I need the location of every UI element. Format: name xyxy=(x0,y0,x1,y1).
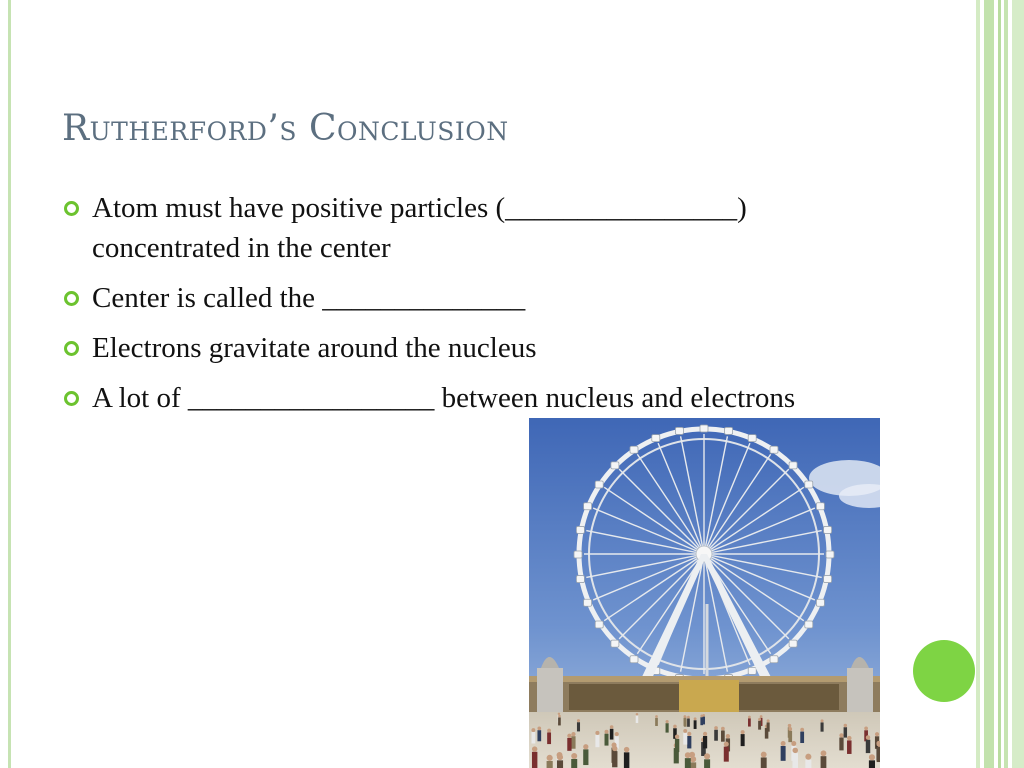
bullet-list xyxy=(62,188,862,428)
right-stripe-decoration xyxy=(976,0,1024,768)
left-border-line xyxy=(8,0,11,768)
bullet-ring-icon xyxy=(64,341,79,356)
bullet-item xyxy=(62,188,862,268)
green-circle-decoration xyxy=(913,640,975,702)
bullet-ring-icon xyxy=(64,391,79,406)
bullet-item xyxy=(62,278,862,318)
bullet-ring-icon xyxy=(64,291,79,306)
bullet-text: A lot of _________________ between nucleus and electrons xyxy=(92,382,796,414)
bullet-item xyxy=(62,378,862,418)
bullet-ring-icon xyxy=(64,201,79,216)
bullet-item xyxy=(62,328,862,368)
ferris-wheel-photo xyxy=(529,418,880,768)
bullet-text: Atom must have positive particles (________________) concentrated in the center xyxy=(92,192,747,264)
bullet-text: Center is called the ______________ xyxy=(92,282,526,314)
slide-title: Rutherford’s Conclusion xyxy=(62,108,509,149)
bullet-text: Electrons gravitate around the nucleus xyxy=(92,332,537,364)
